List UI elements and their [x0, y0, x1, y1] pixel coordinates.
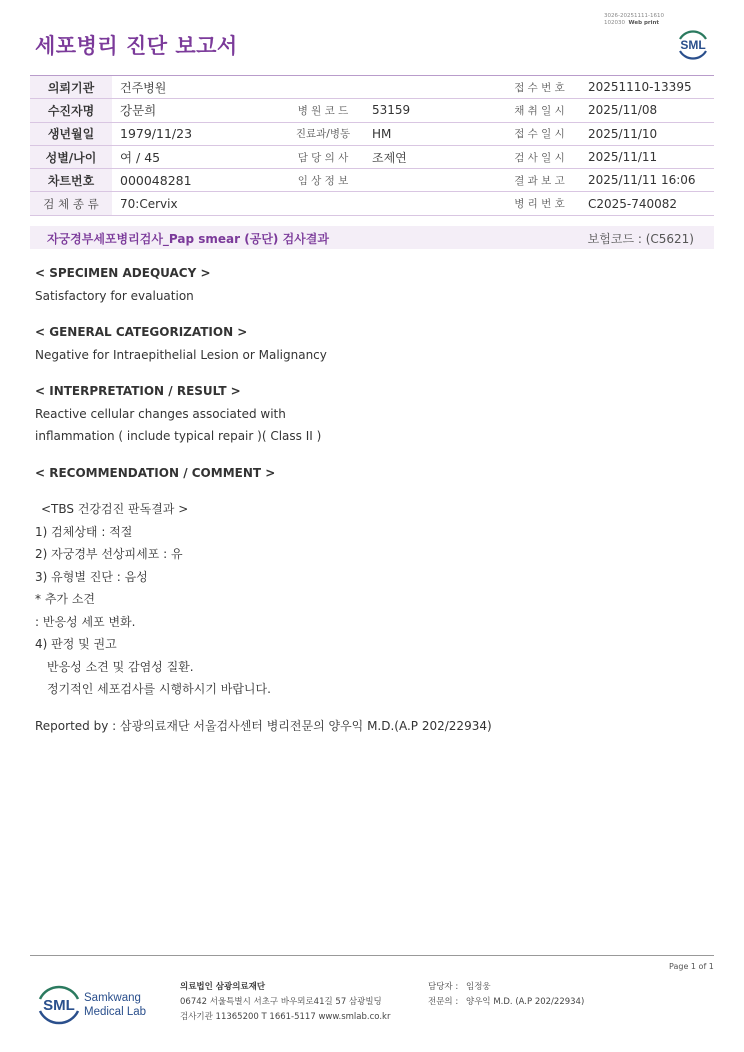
- interpretation-line: inflammation ( include typical repair )( Class II ): [35, 429, 322, 443]
- interpretation-heading: < INTERPRETATION / RESULT >: [35, 384, 241, 398]
- recommendation-line: 정기적인 세포검사를 시행하시기 바랍니다.: [47, 682, 271, 696]
- recommendation-line: <TBS 건강검진 판독결과 >: [41, 502, 189, 516]
- category-text: Negative for Intraepithelial Lesion or Malignancy: [35, 347, 327, 362]
- test-title: 자궁경부세포병리검사_Pap smear (공단) 검사결과: [47, 232, 329, 246]
- print-info: 102030 Web print: [604, 20, 660, 26]
- staff-line: 담당자 : 임정웅: [428, 982, 491, 992]
- adequacy-text: Satisfactory for evaluation: [35, 288, 194, 303]
- logo-name-line2: Medical Lab: [84, 1006, 147, 1018]
- collection-date: 2025/11/08: [580, 99, 714, 122]
- patient-info-table: [30, 75, 714, 216]
- org-contact: 검사기관 11365200 T 1661-5117 www.smlab.co.kr: [180, 1012, 391, 1022]
- test-date: 2025/11/11: [580, 145, 714, 168]
- footer-logo-text: SML: [43, 997, 75, 1014]
- specimen: 70:Cervix: [112, 192, 499, 215]
- insurance-code: 보험코드 : (C5621): [587, 232, 694, 246]
- footer-divider: [30, 955, 714, 956]
- patient-name-label: 수진자명: [30, 99, 112, 122]
- requesting-org: 건주병원: [112, 76, 499, 99]
- org-name: 의료법인 삼광의료재단: [180, 982, 266, 992]
- recommendation-line: 반응성 소견 및 감염성 질환.: [47, 659, 194, 674]
- recommendation-line: : 반응성 세포 변화.: [35, 614, 136, 629]
- dob-label: 생년월일: [30, 122, 112, 145]
- interpretation-line: Reactive cellular changes associated with: [35, 406, 286, 421]
- recommendation-line: 4) 판정 및 권고: [35, 637, 117, 651]
- clinical-info-label: 임 상 정 보: [282, 169, 364, 192]
- patient-name: 강문희: [112, 99, 282, 122]
- print-id: 3026-20251111-1610: [604, 13, 664, 19]
- sml-logo-icon: [674, 25, 712, 63]
- accession-no: 20251110-13395: [580, 76, 714, 99]
- info-row: [30, 192, 714, 215]
- footer-org-info: [180, 980, 390, 1025]
- receipt-date-label: 접 수 일 시: [499, 122, 580, 145]
- samkwang-logo-icon: [36, 980, 166, 1028]
- logo-text: SML: [680, 38, 706, 52]
- info-row: [30, 122, 714, 145]
- info-row: [30, 76, 714, 99]
- sex-age: 여 / 45: [112, 145, 282, 168]
- page-number: Page 1 of 1: [669, 962, 714, 971]
- chart-no: 000048281: [112, 169, 282, 192]
- receipt-date: 2025/11/10: [580, 122, 714, 145]
- info-row: [30, 169, 714, 192]
- org-address: 06742 서울특별시 서초구 바우뫼로41길 57 삼광빌딩: [180, 997, 382, 1007]
- requesting-org-label: 의뢰기관: [30, 76, 112, 99]
- adequacy-heading: < SPECIMEN ADEQUACY >: [35, 266, 211, 280]
- recommendation-line: 2) 자궁경부 선상피세포 : 유: [35, 547, 183, 561]
- chart-no-label: 차트번호: [30, 169, 112, 192]
- clinical-info: [364, 169, 499, 192]
- pathology-no-label: 병 리 번 호: [499, 192, 580, 215]
- info-row: [30, 99, 714, 122]
- footer-staff-info: [428, 980, 584, 1010]
- report-date-label: 결 과 보 고: [499, 169, 580, 192]
- hospital-code: 53159: [364, 99, 499, 122]
- report-date: 2025/11/11 16:06: [580, 169, 714, 192]
- recommendation-line: * 추가 소견: [35, 592, 95, 606]
- accession-no-label: 접 수 번 호: [499, 76, 580, 99]
- report-body: [35, 262, 715, 737]
- recommendation-line: 3) 유형별 진단 : 음성: [35, 569, 148, 584]
- category-heading: < GENERAL CATEGORIZATION >: [35, 325, 248, 339]
- dob: 1979/11/23: [112, 122, 282, 145]
- reported-by: Reported by : 삼광의료재단 서울검사센터 병리전문의 양우익 M.D.(A.P 202/22934): [35, 718, 492, 733]
- report-title: 세포병리 진단 보고서: [35, 34, 238, 58]
- info-row: [30, 145, 714, 168]
- pathology-no: C2025-740082: [580, 192, 714, 215]
- test-date-label: 검 사 일 시: [499, 145, 580, 168]
- dept: HM: [364, 122, 499, 145]
- hospital-code-label: 병 원 코 드: [282, 99, 364, 122]
- print-meta: [604, 13, 664, 27]
- specialist-line: 전문의 : 양우익 M.D. (A.P 202/22934): [428, 997, 585, 1007]
- recommendation-heading: < RECOMMENDATION / COMMENT >: [35, 465, 276, 480]
- recommendation-line: 1) 검체상태 : 적절: [35, 524, 133, 539]
- dept-label: 진료과/병동: [282, 122, 364, 145]
- specimen-label: 검 체 종 류: [30, 192, 112, 215]
- logo-name-line1: Samkwang: [84, 992, 141, 1004]
- doctor-label: 담 당 의 사: [282, 145, 364, 168]
- collection-date-label: 채 취 일 시: [499, 99, 580, 122]
- sex-age-label: 성별/나이: [30, 145, 112, 168]
- doctor: 조제연: [364, 145, 499, 168]
